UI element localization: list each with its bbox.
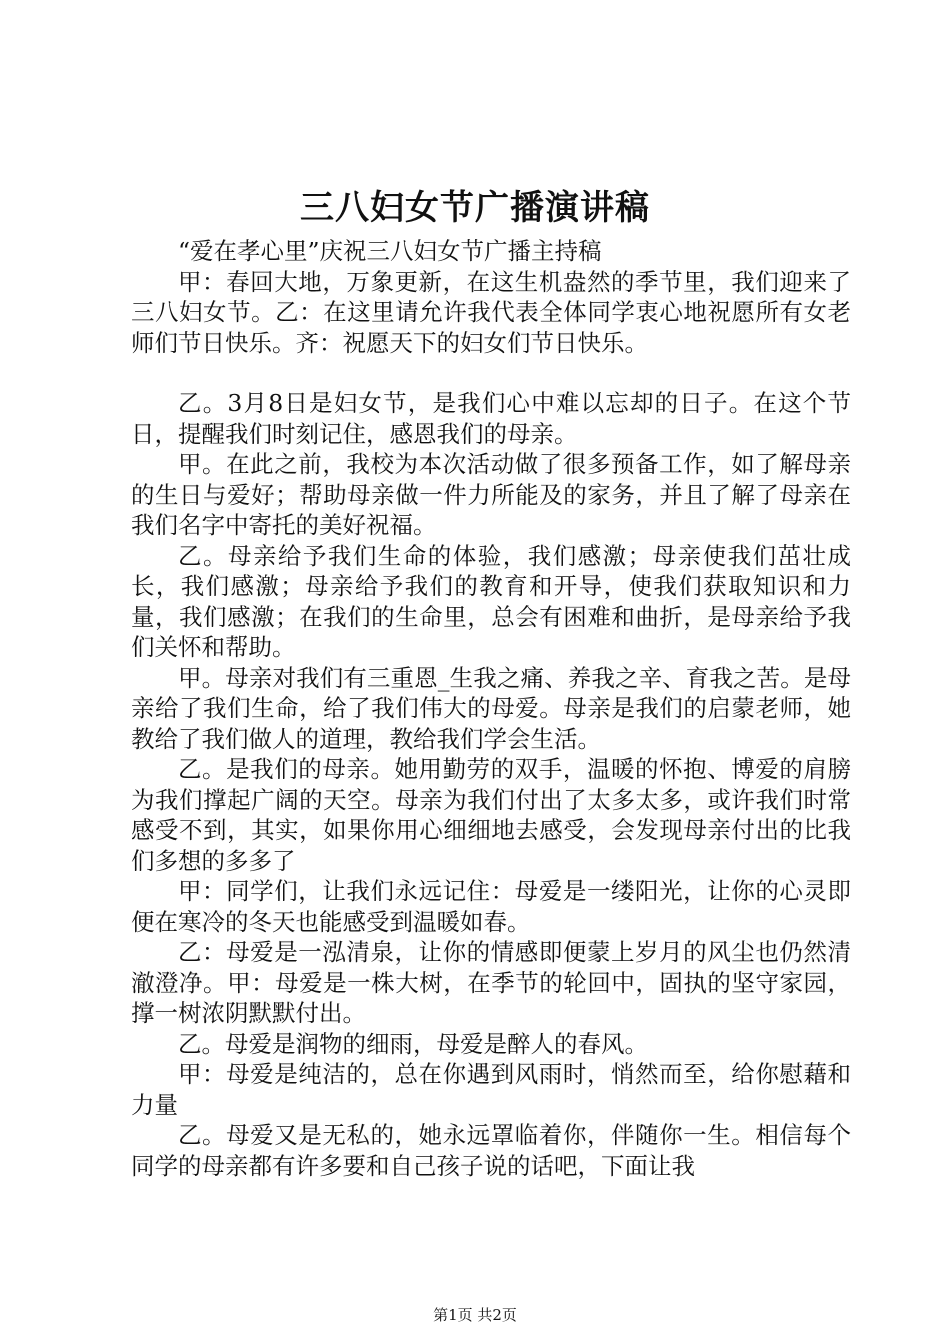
document-body	[131, 236, 851, 1181]
paragraph: 乙：母爱是一泓清泉，让你的情感即便蒙上岁月的风尘也仍然清澈澄净。甲：母爱是一株大树，在季节的轮回中，固执的坚守家园，撑一树浓阴默默付出。	[131, 938, 851, 1027]
paragraph: 乙。是我们的母亲。她用勤劳的双手，温暖的怀抱、博爱的肩膀为我们撑起广阔的天空。母亲为我们付出了太多太多，或许我们时常感受不到，其实，如果你用心细细地去感受，会发现母亲付出的比我们多想的多多了	[131, 755, 851, 875]
paragraph: 乙。母亲给予我们生命的体验，我们感激；母亲使我们茁壮成长，我们感激；母亲给予我们的教育和开导，使我们获取知识和力量，我们感激；在我们的生命里，总会有困难和曲折，是母亲给予我们关怀和帮助。	[131, 541, 851, 661]
paragraph: 甲：春回大地，万象更新，在这生机盎然的季节里，我们迎来了三八妇女节。乙：在这里请允许我代表全体同学衷心地祝愿所有女老师们节日快乐。齐：祝愿天下的妇女们节日快乐。	[131, 267, 851, 357]
paragraph: 甲。母亲对我们有三重恩_生我之痛、养我之辛、育我之苦。是母亲给了我们生命，给了我们伟大的母爱。母亲是我们的启蒙老师，她教给了我们做人的道理，教给我们学会生活。	[131, 663, 851, 753]
document-title: 三八妇女节广播演讲稿	[300, 188, 650, 228]
paragraph: 乙。母爱是润物的细雨，母爱是醉人的春风。	[178, 1029, 648, 1058]
paragraph: “爱在孝心里”庆祝三八妇女节广播主持稿	[178, 237, 602, 265]
paragraph: 甲：同学们，让我们永远记住：母爱是一缕阳光，让你的心灵即便在寒冷的冬天也能感受到温暖如春。	[131, 877, 851, 936]
paragraph: 甲：母爱是纯洁的，总在你遇到风雨时，悄然而至，给你慰藉和力量	[131, 1060, 851, 1119]
paragraph: 乙。母爱又是无私的，她永远罩临着你，伴随你一生。相信每个同学的母亲都有许多要和自己孩子说的话吧，下面让我	[131, 1121, 851, 1180]
paragraph: 甲。在此之前，我校为本次活动做了很多预备工作，如了解母亲的生日与爱好；帮助母亲做一件力所能及的家务，并且了解了母亲在我们名字中寄托的美好祝福。	[131, 450, 851, 539]
paragraph: 乙。3月8日是妇女节，是我们心中难以忘却的日子。在这个节日，提醒我们时刻记住，感恩我们的母亲。	[131, 389, 851, 448]
page-footer: 第1页 共2页	[433, 1306, 517, 1324]
